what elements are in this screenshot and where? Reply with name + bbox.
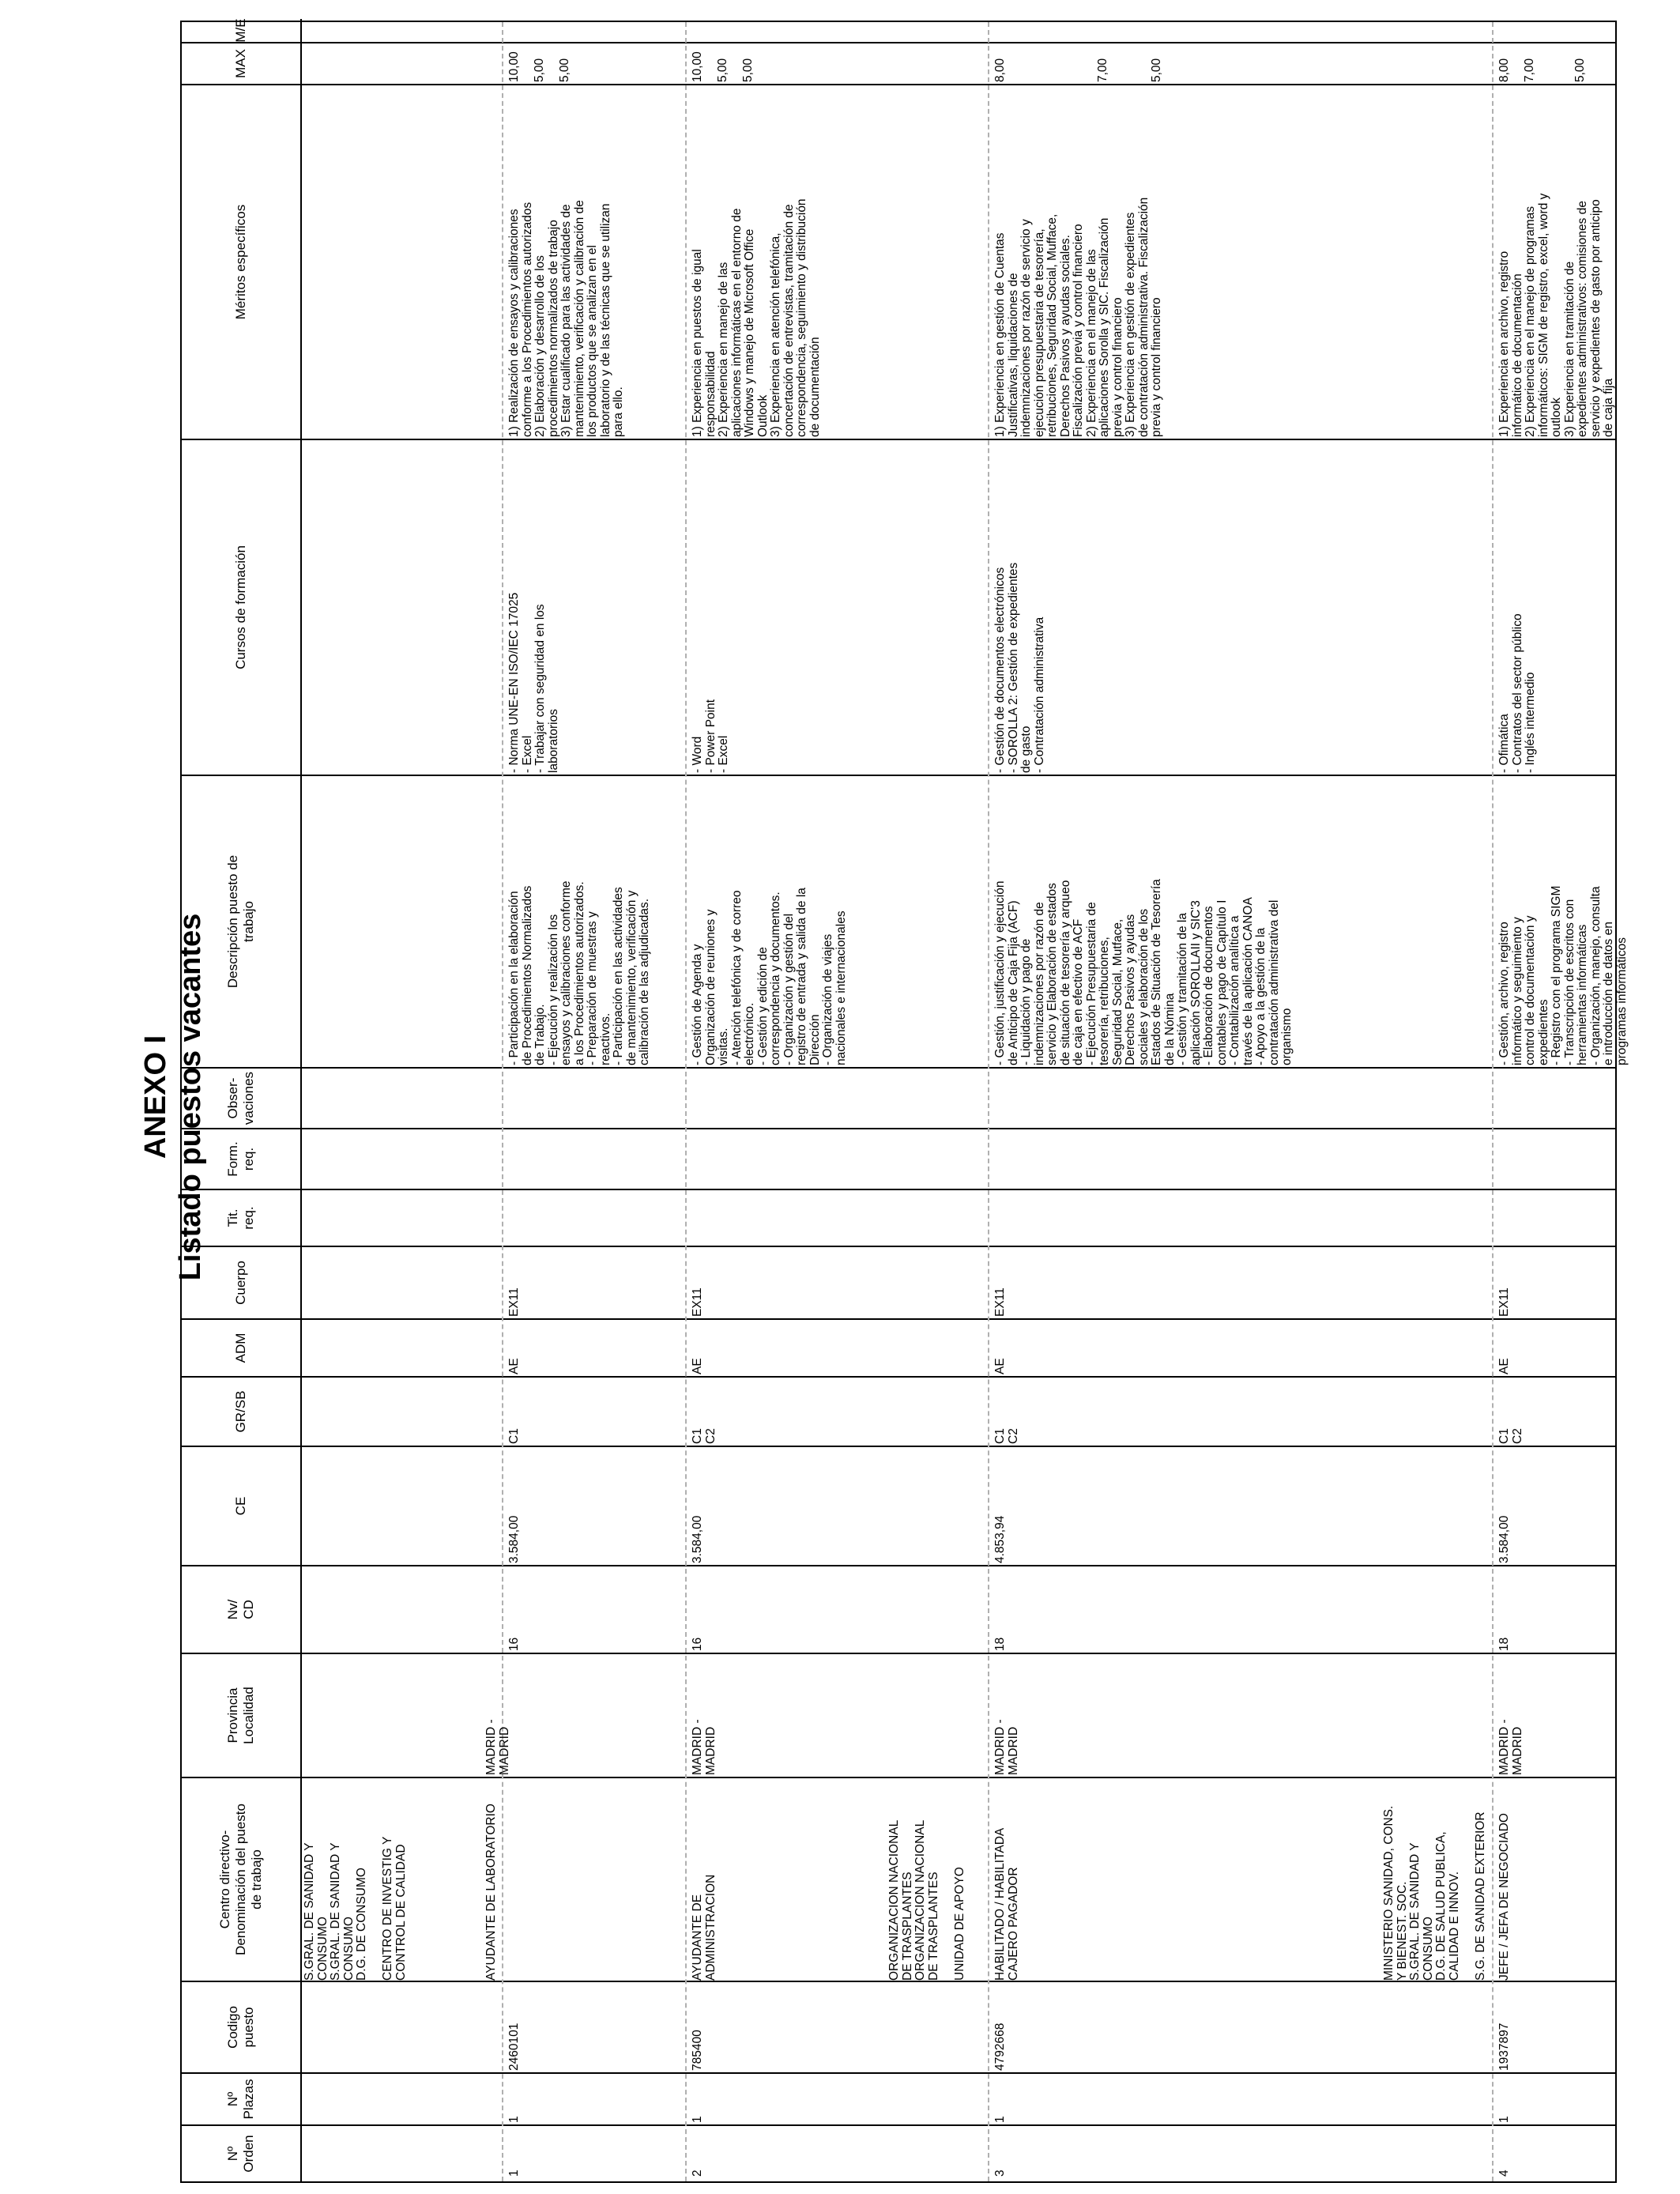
header-centro: Centro directivo- Denominación del puesto de trabajo [182, 1778, 302, 1981]
row-separator [1492, 22, 1494, 2181]
cell-descripcion: - Gestión de Agenda y Organización de reuniones y visitas. - Atención telefónica y de correo electrónico. - Gestión y edición de correspondencia y documentos. - Organización y gestión del registro de entrada y salida de la Dirección - Organización de viajes nacionales e internacionales [691, 888, 848, 1065]
title-line-2: Listado puestos vacantes [174, 913, 207, 1281]
cell-nivel: 16 [507, 1637, 521, 1651]
cell-puesto: JEFE / JEFA DE NEGOCIADO [1497, 1813, 1511, 1981]
cell-orden: 1 [507, 2169, 521, 2177]
cell-grsb: C1 [507, 1428, 521, 1444]
cell-descripcion: - Participación en la elaboración de Procedimientos Normalizados de Trabajo. - Ejecución y realización los ensayos y calibraciones conforme a los Procedimientos autorizados. - Preparación de muestras y reactivos. - Participación en las actividades de mantenimiento, verificación y calibración de las adjudicadas. [507, 880, 651, 1065]
cell-ce: 3.584,00 [1497, 1515, 1511, 1563]
cell-codigo: 4792668 [993, 2022, 1007, 2071]
cell-max-1: 10,00 [507, 51, 521, 82]
unit-context-3: MINISTERIO SANIDAD, CONS. Y BIENEST. SOC. S.GRAL. DE SANIDAD Y CONSUMO D.G. DE SALUD PUBLICA, CALIDAD E INNOV. S.G. DE SANIDAD EXTERIOR [1382, 1805, 1487, 1981]
cell-max-1: 8,00 [993, 58, 1007, 82]
cell-codigo: 1937897 [1497, 2022, 1511, 2071]
header-cuerpo: Cuerpo [182, 1247, 302, 1318]
cell-max-1: 10,00 [691, 51, 704, 82]
cell-provincia: MADRID - MADRID [691, 1719, 718, 1775]
row-separator [988, 22, 989, 2181]
cell-max-3: 5,00 [558, 58, 571, 82]
row-separator [685, 22, 687, 2181]
cell-adm: AE [691, 1358, 704, 1374]
cell-provincia: MADRID - MADRID [484, 1719, 511, 1775]
vacancies-table [180, 18, 1629, 2183]
cell-meritos: 1) Experiencia en puestos de igual responsabilidad 2) Experiencia en manejo de las aplicaciones informáticas en el entorno de Windows y manejo de Microsoft Office Outlook 3) Experiencia en atención telefónica, concertación de entrevistas, tramitación de correspondencia, seguimiento y distribución de documentación [691, 198, 822, 437]
cell-nivel: 18 [1497, 1637, 1511, 1651]
header-cursos: Cursos de formación [182, 440, 302, 775]
header-tit: Tit. req. [182, 1190, 302, 1246]
unit-context-2: ORGANIZACION NACIONAL DE TRASPLANTES ORGANIZACION NACIONAL DE TRASPLANTES UNIDAD DE APOYO [887, 1819, 966, 1981]
header-descripcion: Descripción puesto de trabajo [182, 776, 302, 1067]
cell-puesto: AYUDANTE DE ADMINISTRACION [691, 1874, 718, 1981]
cell-grsb: C1 C2 [691, 1428, 718, 1444]
header-nivel: Nv/ CD [182, 1566, 302, 1653]
cell-meritos: 1) Experiencia en gestión de Cuentas Justificativas, liquidaciones de indemnizaciones por razón de servicio y ejecución presupuestaria de tesorería, retribuciones, Seguridad Social, Mufface, Derechos Pasivos y ayudas sociales. Fiscalización previa y control financiero 2) Experiencia en el manejo de las aplicaciones Sorolla y SIC. Fiscalización previa y control financiero 3) Experiencia en gestión de expedientes de contratación administrativa. Fiscalización previa y control financiero [993, 197, 1163, 437]
cell-provincia: MADRID - MADRID [1497, 1719, 1524, 1775]
cell-cursos: - Ofimática - Contratos del sector público - Inglés intermedio [1497, 613, 1537, 773]
header-max: MAX [182, 43, 302, 84]
header-orden: Nº Orden [182, 2126, 302, 2181]
cell-nivel: 18 [993, 1637, 1007, 1651]
cell-cursos: - Word - Power Point - Excel [691, 699, 730, 773]
cell-descripcion: - Gestión, archivo, registro informático y seguimiento y control de documentación y expedientes - Registro con el programa SIGM - Transcripción de escritos con herramientas informáticas - Organización, manejo, consulta e introducción de datos en programas informáticos [1497, 885, 1629, 1065]
cell-codigo: 785400 [691, 2030, 704, 2071]
cell-cuerpo: EX11 [1497, 1287, 1511, 1317]
col-plazas [182, 2074, 1615, 2126]
header-adm: ADM [182, 1320, 302, 1376]
col-ce [182, 1447, 1615, 1566]
cell-plazas: 1 [993, 2116, 1007, 2123]
col-me [182, 19, 1615, 43]
header-ce: CE [182, 1447, 302, 1565]
col-cursos [182, 440, 1615, 776]
header-meritos: Méritos específicos [182, 85, 302, 439]
cell-puesto: AYUDANTE DE LABORATORIO [484, 1804, 498, 1981]
cell-nivel: 16 [691, 1637, 704, 1651]
cell-cuerpo: EX11 [993, 1287, 1007, 1317]
cell-adm: AE [1497, 1358, 1511, 1374]
col-form [182, 1129, 1615, 1190]
cell-ce: 3.584,00 [507, 1515, 521, 1563]
cell-max-3: 5,00 [1573, 58, 1587, 82]
header-grsb: GR/SB [182, 1378, 302, 1446]
col-tit [182, 1190, 1615, 1247]
cell-cursos: - Norma UNE-EN ISO/IEC 17025 - Excel - Trabajar con seguridad en los laboratorios [507, 592, 560, 773]
cell-plazas: 1 [691, 2116, 704, 2123]
col-provincia [182, 1654, 1615, 1778]
cell-grsb: C1 C2 [993, 1428, 1020, 1444]
cell-cuerpo: EX11 [507, 1287, 521, 1317]
title-line-1: ANEXO I [139, 1035, 172, 1159]
cell-max-3: 5,00 [1150, 58, 1163, 82]
header-form: Form. req. [182, 1129, 302, 1189]
header-plazas: Nº Plazas [182, 2074, 302, 2124]
cell-plazas: 1 [507, 2116, 521, 2123]
cell-max-1: 8,00 [1497, 58, 1511, 82]
header-provincia: Provincia Localidad [182, 1654, 302, 1777]
cell-ce: 3.584,00 [691, 1515, 704, 1563]
cell-orden: 4 [1497, 2169, 1511, 2177]
header-me: M/E [182, 19, 302, 42]
col-cuerpo [182, 1247, 1615, 1320]
cell-grsb: C1 C2 [1497, 1428, 1524, 1444]
row-separator [502, 22, 503, 2181]
cell-puesto: HABILITADO / HABILITADA CAJERO PAGADOR [993, 1827, 1020, 1981]
col-meritos [182, 85, 1615, 440]
cell-adm: AE [507, 1358, 521, 1374]
cell-max-2: 7,00 [1096, 58, 1109, 82]
cell-meritos: 1) Experiencia en archivo, registro informático de documentación 2) Experiencia en el manejo de programas informáticos: SIGM de registro, excel, word y outlook 3) Experiencia en tramitación de expedientes administrativos: comisiones de servicio y expedientes de gasto por anticipo de caja fija [1497, 193, 1615, 437]
cell-adm: AE [993, 1358, 1007, 1374]
unit-context-1: S.GRAL. DE SANIDAD Y CONSUMO S.GRAL. DE SANIDAD Y CONSUMO D.G. DE CONSUMO CENTRO DE INVESTIG Y CONTROL DE CALIDAD [303, 1836, 408, 1981]
cell-provincia: MADRID - MADRID [993, 1719, 1020, 1775]
cell-descripcion: - Gestión, justificación y ejecución de Anticipo de Caja Fija (ACF) - Liquidación y pago de indemnizaciones por razón de servicio y Elaboración de estados de situación de tesorería y arqueo de caja en efectivo de ACF - Ejecución Presupuestaria de tesorería, retribuciones, Seguridad Social, Mutface, Derechos Pasivos y ayudas sociales y elaboración de los Estados de Situación de Tesorería de la Nómina - Gestión y tramitación de la aplicación SOROLLAII y SIC'3 - Elaboración de documentos contables y pago de Capítulo I - Contabilización analítica a través de la aplicación CANOA - Apoyo a la gestión de la contratación administrativa del organismo [993, 879, 1294, 1065]
cell-orden: 2 [691, 2169, 704, 2177]
cell-max-2: 5,00 [716, 58, 729, 82]
col-obs [182, 1069, 1615, 1129]
cell-max-3: 5,00 [741, 58, 755, 82]
header-obs: Obser- vaciones [182, 1069, 302, 1128]
col-grsb [182, 1378, 1615, 1447]
cell-max-2: 7,00 [1523, 58, 1536, 82]
col-max [182, 43, 1615, 85]
cell-cuerpo: EX11 [691, 1287, 704, 1317]
col-orden [182, 2126, 1615, 2181]
cell-codigo: 2460101 [507, 2022, 521, 2071]
col-codigo [182, 1982, 1615, 2074]
cell-plazas: 1 [1497, 2116, 1511, 2123]
cell-max-2: 5,00 [533, 58, 546, 82]
cell-meritos: 1) Realización de ensayos y calibraciones conforme a los Procedimientos autorizados 2) Elaboración y desarrollo de los procedimientos normalizados de trabajo 3) Estar cualificado para las actividades de mantenimiento, verificación y calibración de los productos que se analizan en el laboratorio y de las técnicas que se utilizan para ello. [507, 200, 625, 437]
header-codigo: Codigo puesto [182, 1982, 302, 2072]
col-adm [182, 1320, 1615, 1378]
col-descripcion [182, 776, 1615, 1069]
title-block [16, 0, 207, 2194]
col-nivel [182, 1566, 1615, 1654]
cell-orden: 3 [993, 2169, 1007, 2177]
cell-ce: 4.853,94 [993, 1515, 1007, 1563]
cell-cursos: - Gestión de documentos electrónicos - SOROLLA 2: Gestión de expedientes de gasto - Contratación administrativa [993, 562, 1046, 773]
